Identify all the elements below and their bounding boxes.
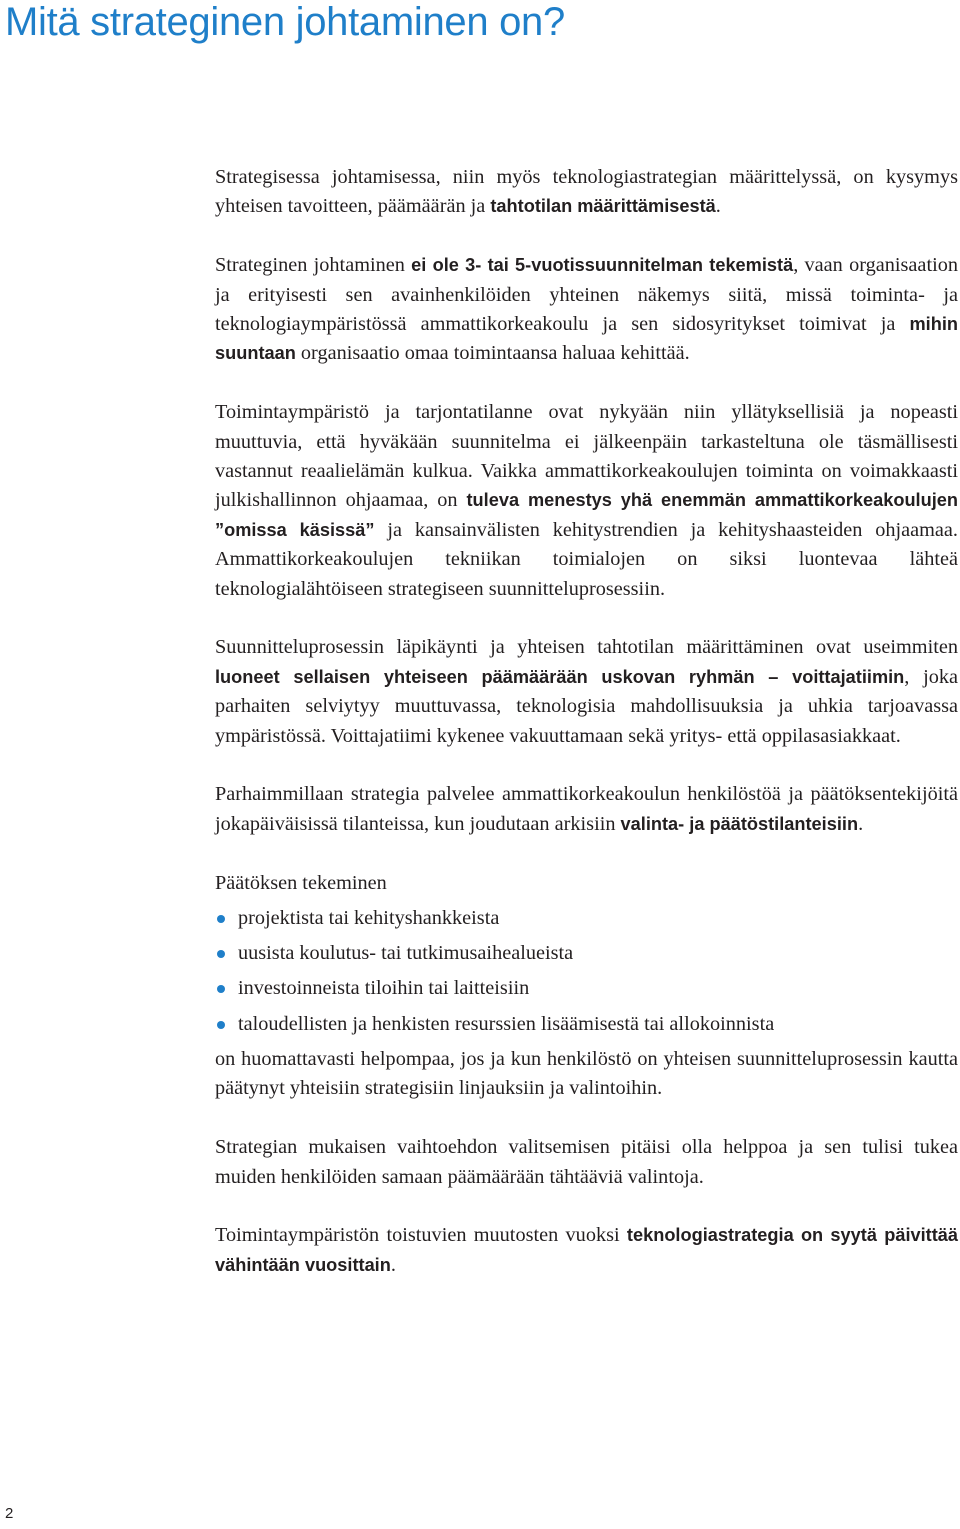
emphasis-text: valinta- ja päätöstilanteisiin [620,813,859,834]
list-item-text: taloudellisten ja henkisten resurssien lisäämisestä tai allokoinnista [238,1012,775,1035]
page-title: Mitä strateginen johtaminen on? [5,0,565,44]
emphasis-text: mihin suuntaan [215,314,958,364]
list-item [215,939,958,968]
paragraph-tavoite: Strategisessa johtamisessa, niin myös teknologiastrategian määrittelyssä, on kysymys yhteisen tavoitteen, päämäärän ja tahtotilan määrittämisestä. [215,166,958,218]
emphasis-text: teknologiastrategia on syytä päivittää vähintään vuosittain [215,1225,959,1275]
paragraph-parhaimmillaan: Parhaimmillaan strategia palvelee ammattikorkeakoulun henkilöstöä ja päätöksentekijöitä jokapäiväisissä tilanteissa, kun joudutaan arkisiin valinta- ja päätöstilanteisiin. [215,783,958,835]
bullet-dot-icon [217,915,225,923]
paragraph-suunnitteluprosessi: Suunnitteluprosessin läpikäynti ja yhteisen tahtotilan määrittäminen ovat useimmiten luoneet sellaisen yhteiseen päämäärään uskovan ryhmän – voittajatiimin, joka parhaiten selviytyy muuttuvassa, teknologisia mahdollisuuksia ja uhkia tarjoavassa ympäristössä. Voittajatiimi kykenee vakuuttamaan sekä yritys- että oppilasasiakkaat. [215,636,958,747]
decision-list [215,904,958,1039]
paragraph-strateginen-johtaminen: Strateginen johtaminen ei ole 3- tai 5-vuotissuunnitelman tekemistä, vaan organisaation ja erityisesti sen avainhenkilöiden yhteinen näkemys siitä, missä toiminta- ja teknologiaympäristössä ammattikorkeakoulu ja sen sidosyritykset toimivat ja mihin suuntaan organisaatio omaa toimintaansa haluaa kehittää. [215,254,958,365]
page-number: 2 [5,1505,14,1522]
paragraph-toimintaymparisto: Toimintaympäristö ja tarjontatilanne ovat nykyään niin yllätyksellisiä ja nopeasti muuttuvia, että hyväkään suunnitelma ei jälkeenpäin tarkasteltuna ole täsmällisesti vastannut reaalielämän kulkua. Vaikka ammattikorkeakoulujen toiminta on voimakkaasti julkishallinnon ohjaamaa, on tuleva menestys yhä enemmän ammattikorkeakoulujen ”omissa käsissä” ja kansainvälisten kehitystrendien ja kehityshaasteiden ohjaamaa. Ammattikorkeakoulujen tekniikan toimialojen on siksi luontevaa lähteä teknologialähtöiseen strategiseen suunnitteluprosessiin. [215,401,958,600]
emphasis-text: luoneet sellaisen yhteiseen päämäärään uskovan ryhmän – voittajatiimin [215,666,905,687]
decision-outro: on huomattavasti helpompaa, jos ja kun henkilöstö on yhteisen suunnitteluprosessin kautta päätynyt yhteisiin strategisiin linjauksiin ja valintoihin. [215,1047,958,1100]
list-item-text: projektista tai kehityshankkeista [238,907,500,930]
list-item-text: uusista koulutus- tai tutkimusaihealueista [238,942,574,965]
bullet-dot-icon [217,985,225,993]
emphasis-text: ei ole 3- tai 5-vuotissuunnitelman tekemistä [411,255,794,276]
decision-intro: Päätöksen tekeminen [215,871,387,894]
paragraph-paivittaminen: Toimintaympäristön toistuvien muutosten vuoksi teknologiastrategia on syytä päivittää vähintään vuosittain. [215,1224,959,1276]
emphasis-text: tuleva menestys yhä enemmän ammattikorkeakoulujen ”omissa käsissä” [215,490,958,540]
bullet-dot-icon [217,950,225,958]
paragraph-strategian-mukainen: Strategian mukaisen vaihtoehdon valitsemisen pitäisi olla helppoa ja sen tulisi tukea muiden henkilöiden samaan päämäärään tähtääviä valintoja. [215,1136,958,1188]
bullet-dot-icon [217,1021,225,1029]
list-item [215,1010,958,1039]
emphasis-text: tahtotilan määrittämisestä [490,196,716,217]
body-text [215,163,958,1280]
list-item [215,974,958,1003]
list-item-text: investoinneista tiloihin tai laitteisiin [238,977,530,1000]
list-item [215,904,958,933]
